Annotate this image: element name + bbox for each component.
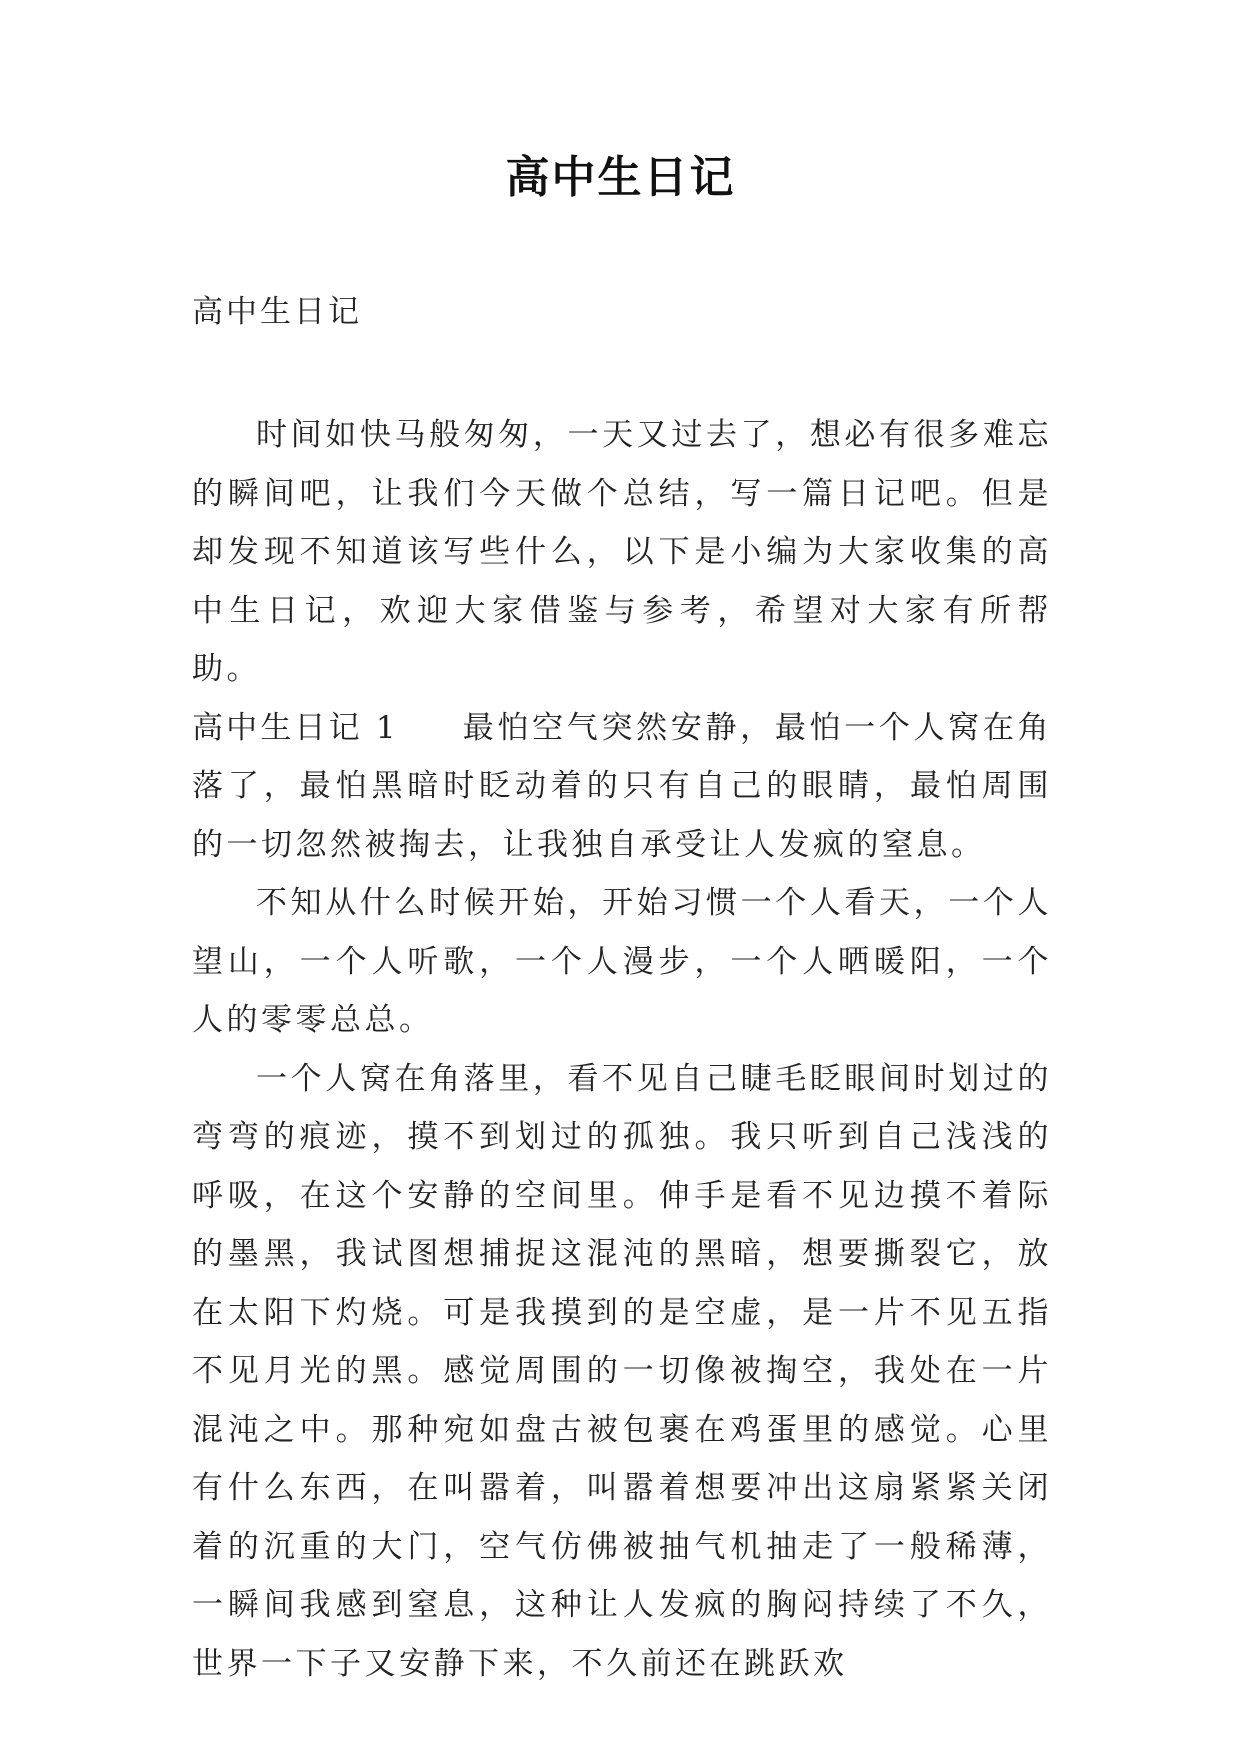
document-subtitle: 高中生日记 [192, 294, 362, 330]
entry-1-heading: 高中生日记 1 [192, 709, 399, 746]
entry-1-opening-text: 最怕空气突然安静，最怕一个人窝在角落了，最怕黑暗时眨动着的只有自己的眼睛，最怕周围的一切忽然被掏去，让我独自承受让人发疯的窒息。 [192, 709, 1053, 863]
document-title: 高中生日记 [505, 152, 736, 203]
intro-paragraph: 时间如快马般匆匆，一天又过去了，想必有很多难忘的瞬间吧，让我们今天做个总结，写一篇日记吧。但是却发现不知道该写些什么，以下是小编为大家收集的高中生日记，欢迎大家借鉴与参考，希望对大家有所帮助。 [192, 417, 1052, 687]
entry-1-first-paragraph [192, 699, 1052, 875]
entry-1-paragraph-2: 不知从什么时候开始，开始习惯一个人看天，一个人望山，一个人听歌，一个人漫步，一个人晒暖阳，一个人的零零总总。 [192, 885, 1052, 1038]
document-body [192, 406, 1052, 1693]
entry-1-paragraph-3: 一个人窝在角落里，看不见自己睫毛眨眼间时划过的弯弯的痕迹，摸不到划过的孤独。我只听到自己浅浅的呼吸，在这个安静的空间里。伸手是看不见边摸不着际的墨黑，我试图想捕捉这混沌的黑暗，想要撕裂它，放在太阳下灼烧。可是我摸到的是空虚，是一片不见五指不见月光的黑。感觉周围的一切像被掏空，我处在一片混沌之中。那种宛如盘古被包裹在鸡蛋里的感觉。心里有什么东西，在叫嚣着，叫嚣着想要冲出这扇紧紧关闭着的沉重的大门，空气仿佛被抽气机抽走了一般稀薄，一瞬间我感到窒息，这种让人发疯的胸闷持续了不久，世界一下子又安静下来，不久前还在跳跃欢 [192, 1060, 1052, 1682]
